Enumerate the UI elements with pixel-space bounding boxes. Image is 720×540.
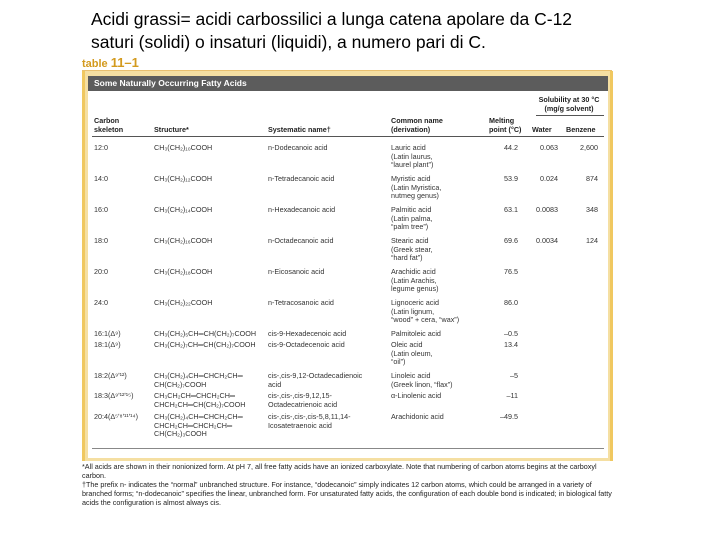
cell-systematic: acid [268, 379, 282, 389]
cell-common: Palmitic acid [391, 205, 432, 214]
cell-water: 0.063 [540, 143, 558, 152]
cell-carbon: 20:4(Δ⁵ʹ⁸ʹ¹¹ʹ¹⁴) [94, 412, 138, 421]
cell-systematic: Icosatetraenoic acid [268, 420, 332, 430]
header-systematic-name: Systematic name† [268, 125, 331, 134]
header-melting-line2: point (°C) [489, 124, 522, 134]
cell-systematic: n-Hexadecanoic acid [268, 205, 336, 214]
cell-carbon: 20:0 [94, 267, 108, 276]
footnote-1: *All acids are shown in their nonionized form. At pH 7, all free fatty acids have an ionized carboxylate. Note that numbering of carbon atoms begins at the carboxyl carbon. [82, 462, 597, 480]
cell-mp: 44.2 [504, 143, 518, 152]
cell-common: legume genus) [391, 284, 439, 293]
cell-mp: 13.4 [504, 340, 518, 349]
cell-systematic: n-Octadecanoic acid [268, 236, 334, 245]
cell-carbon: 18:3(Δ⁹ʹ¹²ʹ¹⁵) [94, 391, 134, 400]
cell-systematic: cis-,cis-,cis-9,12,15- [268, 391, 332, 400]
cell-mp: 86.0 [504, 298, 518, 307]
cell-mp: 53.9 [504, 174, 518, 183]
cell-common: (Latin laurus, [391, 151, 433, 161]
cell-benzene: 348 [586, 205, 598, 214]
cell-mp: 76.5 [504, 267, 518, 276]
header-common-name [391, 117, 443, 134]
header-benzene: Benzene [566, 125, 596, 134]
header-common-line2: (derivation) [391, 124, 431, 134]
cell-mp: –0.5 [504, 329, 518, 338]
cell-mp: 63.1 [504, 205, 518, 214]
cell-mp: 69.6 [504, 236, 518, 245]
cell-carbon: 18:0 [94, 236, 108, 245]
cell-systematic: cis-,cis-9,12-Octadecadienoic [268, 371, 363, 380]
cell-common: (Greek stear, [391, 244, 433, 254]
cell-carbon: 18:2(Δ⁹ʹ¹²) [94, 371, 127, 380]
header-melting-line1: Melting [489, 116, 515, 125]
cell-structure: CH₃(CH₂)₁₀COOH [154, 143, 213, 152]
header-solubility-line1: Solubility at 30 °C [538, 95, 600, 104]
cell-carbon: 24:0 [94, 298, 108, 307]
cell-structure: CH₃(CH₂)₅CH═CH(CH₂)₇COOH [154, 329, 257, 338]
cell-structure: CH(CH₂)₇COOH [154, 379, 207, 389]
cell-structure: CH₃CH₂CH═CHCH₂CH═ [154, 391, 235, 400]
cell-water: 0.0083 [536, 205, 558, 214]
cell-common: α-Linolenic acid [391, 391, 442, 400]
cell-benzene: 2,600 [580, 143, 598, 152]
cell-common: “hard fat”) [391, 253, 423, 262]
header-water: Water [532, 125, 552, 134]
fatty-acids-table [88, 76, 608, 458]
cell-common: nutmeg genus) [391, 191, 439, 200]
cell-structure: CH₃(CH₂)₂₂COOH [154, 298, 213, 307]
cell-common: (Latin palma, [391, 213, 433, 223]
cell-carbon: 18:1(Δ⁹) [94, 340, 121, 349]
heading-line-1: Acidi grassi= acidi carbossilici a lunga catena apolare da C-12 [91, 9, 573, 29]
cell-carbon: 12:0 [94, 143, 108, 152]
cell-water: 0.024 [540, 174, 558, 183]
table-label-word: table [82, 58, 108, 70]
cell-structure: CH₃(CH₂)₁₆COOH [154, 236, 213, 245]
header-solubility-line2: (mg/g solvent) [544, 103, 594, 113]
header-carbon-line2: skeleton [94, 124, 124, 134]
cell-common: Palmitoleic acid [391, 329, 441, 338]
cell-common: Linoleic acid [391, 371, 431, 380]
cell-carbon: 16:0 [94, 205, 108, 214]
header-rule [92, 136, 604, 137]
header-common-line1: Common name [391, 116, 443, 125]
cell-structure: CH₃(CH₂)₄CH═CHCH₂CH═ [154, 371, 243, 380]
header-carbon-skeleton [94, 117, 123, 134]
cell-systematic: n-Tetradecanoic acid [268, 174, 335, 183]
cell-water: 0.0034 [536, 236, 558, 245]
footnote-2: †The prefix n- indicates the “normal” unbranched structure. For instance, “dodecanoic” simply indicates 12 carbon atoms, which could be arranged in a variety of branched forms; “n-dodecanoic” specifies the linear, unbranched form. For unsaturated fatty acids, the configuration of each double bond is indicated; in biological fatty acids the configuration is almost always cis. [82, 480, 612, 507]
cell-common: Oleic acid [391, 340, 423, 349]
cell-mp: –49.5 [500, 412, 518, 421]
cell-common: “palm tree”) [391, 222, 429, 231]
table-bottom-rule [92, 448, 604, 449]
cell-structure: CH₃(CH₂)₁₄COOH [154, 205, 213, 214]
cell-structure: CHCH₂CH═CH(CH₂)₇COOH [154, 399, 246, 409]
heading-line-2: saturi (solidi) o insaturi (liquidi), a numero pari di C. [91, 32, 486, 52]
cell-structure: CH₃(CH₂)₁₈COOH [154, 267, 213, 276]
cell-common: (Latin oleum, [391, 348, 433, 358]
cell-common: Stearic acid [391, 236, 429, 245]
cell-structure: CH₃(CH₂)₁₂COOH [154, 174, 213, 183]
cell-systematic: cis-,cis-,cis-,cis-5,8,11,14- [268, 412, 351, 421]
slide-heading [91, 8, 691, 54]
header-structure: Structure* [154, 125, 189, 134]
cell-systematic: n-Tetracosanoic acid [268, 298, 334, 307]
cell-mp: –5 [510, 371, 518, 380]
cell-benzene: 874 [586, 174, 598, 183]
cell-systematic: cis-9-Octadecenoic acid [268, 340, 345, 349]
cell-structure: CHCH₂CH═CHCH₂CH═ [154, 420, 233, 430]
cell-systematic: cis-9-Hexadecenoic acid [268, 329, 347, 338]
header-solubility [536, 96, 602, 113]
cell-structure: CH(CH₂)₃COOH [154, 429, 207, 438]
cell-common: (Latin Arachis, [391, 275, 437, 285]
cell-benzene: 124 [586, 236, 598, 245]
header-carbon-line1: Carbon [94, 116, 120, 125]
cell-carbon: 14:0 [94, 174, 108, 183]
cell-common: “wood” + cera, “wax”) [391, 315, 460, 324]
cell-common: (Latin lignum, [391, 306, 435, 316]
cell-mp: –11 [506, 391, 518, 400]
cell-common: Myristic acid [391, 174, 431, 183]
cell-common: Lauric acid [391, 143, 426, 152]
cell-systematic: n-Dodecanoic acid [268, 143, 328, 152]
cell-common: Arachidic acid [391, 267, 436, 276]
cell-common: “oil”) [391, 357, 406, 366]
footnotes [82, 462, 614, 507]
header-melting-point [489, 117, 521, 134]
table-label-number: 11–1 [110, 55, 139, 70]
cell-systematic: Octadecatrienoic acid [268, 399, 338, 409]
cell-common: “laurel plant”) [391, 160, 434, 169]
solubility-rule [536, 115, 604, 116]
cell-structure: CH₃(CH₂)₄CH═CHCH₂CH═ [154, 412, 243, 421]
table-label [82, 55, 139, 70]
table-title: Some Naturally Occurring Fatty Acids [88, 76, 608, 91]
cell-structure: CH₃(CH₂)₇CH═CH(CH₂)₇COOH [154, 340, 256, 349]
cell-carbon: 16:1(Δ⁹) [94, 329, 121, 338]
cell-common: Lignoceric acid [391, 298, 439, 307]
cell-systematic: n-Eicosanoic acid [268, 267, 325, 276]
cell-common: (Greek linon, “flax”) [391, 379, 453, 389]
cell-common: (Latin Myristica, [391, 182, 442, 192]
cell-common: Arachidonic acid [391, 412, 444, 421]
